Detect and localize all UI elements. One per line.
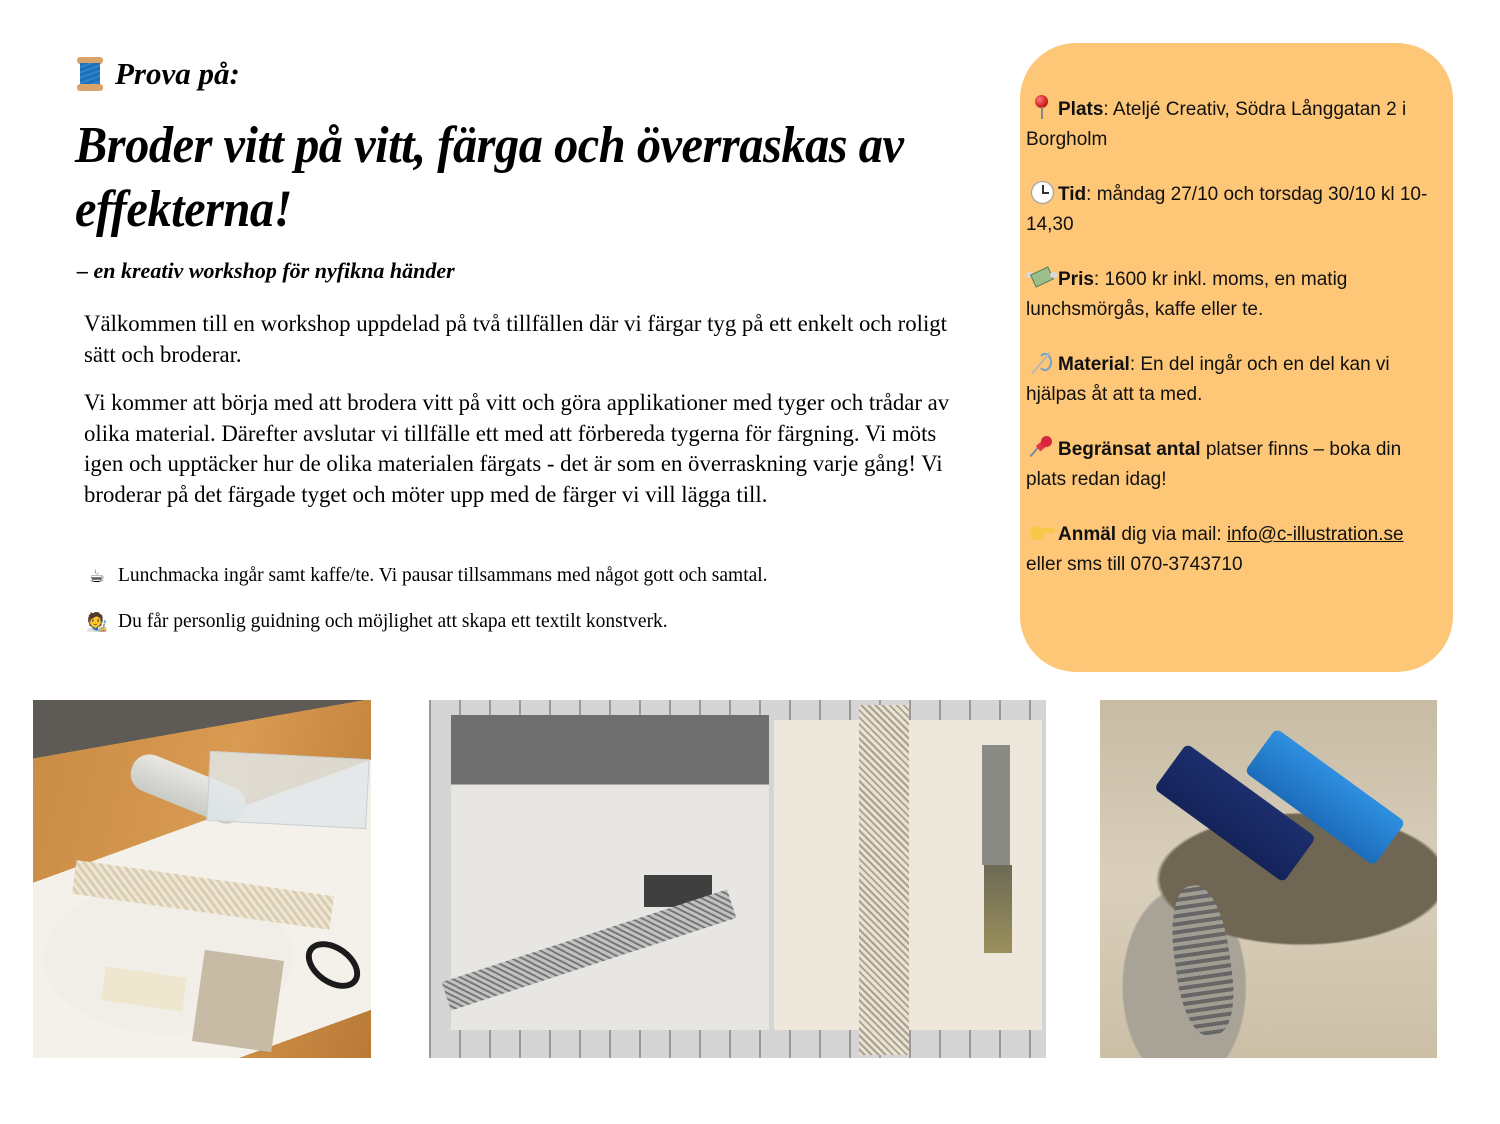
info-text: : Ateljé Creativ, Södra Långgatan 2 i Borgholm: [1026, 99, 1407, 150]
thread-spool-icon: [77, 57, 103, 91]
info-item-material: [1026, 350, 1435, 409]
note-text: Du får personlig guidning och möjlighet att skapa ett textilt konstverk.: [118, 611, 668, 632]
pointing-hand-icon: [1026, 521, 1058, 545]
note-lunch: [84, 565, 768, 587]
info-label: Material: [1058, 354, 1130, 375]
info-box: [1020, 43, 1453, 672]
info-text: : En del ingår och en del kan vi hjälpas åt att ta med.: [1026, 354, 1390, 405]
info-label: Begränsat antal: [1058, 439, 1201, 460]
coffee-cup-icon: ☕: [88, 565, 106, 587]
info-item-location: [1026, 95, 1435, 154]
photo-dyed-fabric: [429, 700, 1046, 1058]
email-link[interactable]: info@c-illustration.se: [1226, 524, 1404, 545]
info-text: : 1600 kr inkl. moms, en matig lunchsmörgås, kaffe eller te.: [1026, 269, 1348, 320]
pushpin-icon: [1026, 436, 1058, 460]
info-item-signup: [1026, 520, 1435, 579]
eyebrow-text: Prova på:: [115, 56, 240, 91]
subtitle: – en kreativ workshop för nyfikna händer: [77, 258, 455, 283]
location-pin-icon: [1026, 95, 1058, 119]
photo-thread-spools: [1100, 700, 1437, 1058]
info-text: platser finns – boka din plats redan idag!: [1026, 439, 1402, 490]
info-item-price: [1026, 265, 1435, 324]
note-text: Lunchmacka ingår samt kaffe/te. Vi pausar tillsammans med något gott och samtal.: [118, 565, 768, 586]
artist-icon: 🧑‍🎨: [85, 611, 109, 633]
note-guidance: [84, 611, 668, 633]
intro-paragraph: Välkommen till en workshop uppdelad på två tillfällen där vi färgar tyg på ett enkelt och roligt sätt och broderar.: [84, 311, 948, 368]
info-label: Pris: [1058, 269, 1094, 290]
clock-icon: [1026, 181, 1058, 205]
page-title: Broder vitt på vitt, färga och överraskas av effekterna!: [75, 117, 904, 238]
money-with-wings-icon: [1026, 266, 1058, 290]
info-text: eller sms till 070-3743710: [1026, 553, 1243, 575]
description-paragraph: Vi kommer att börja med att brodera vitt på vitt och göra applikationer med tyger och trådar av olika material. Därefter avslutar vi tillfälle ett med att förbereda tygerna för färgning. Vi möts igen och upptäcker hur de olika materialen färgats - det är som en överraskning varje gång! Vi broderar på det färgade tyget och möter upp med de färger vi vill lägga till.: [84, 390, 950, 508]
info-label: Plats: [1058, 99, 1104, 120]
info-item-time: [1026, 180, 1435, 239]
sewing-needle-icon: [1026, 351, 1058, 375]
info-label: Tid: [1058, 184, 1087, 205]
info-label: Anmäl: [1058, 524, 1117, 545]
info-text: dig via mail:: [1116, 524, 1227, 545]
eyebrow: [77, 56, 240, 92]
info-text: : måndag 27/10 och torsdag 30/10 kl 10-14,30: [1026, 184, 1428, 235]
photo-workshop-table: [33, 700, 371, 1058]
info-item-limited: [1026, 435, 1435, 494]
